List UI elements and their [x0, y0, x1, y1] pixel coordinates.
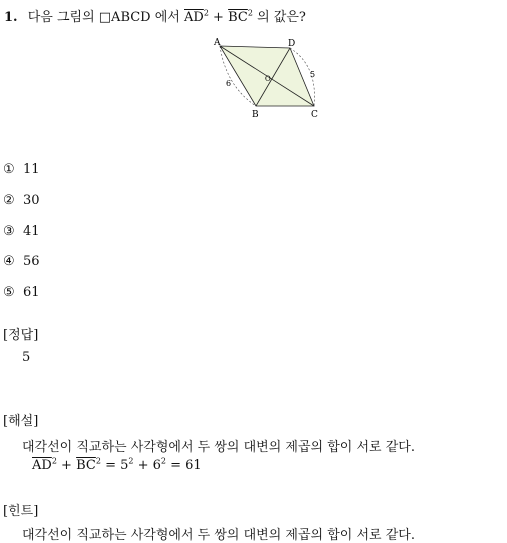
choice-3[interactable]	[3, 224, 40, 239]
label-five: 5	[310, 70, 316, 79]
question	[4, 6, 306, 25]
label-d: D	[288, 39, 296, 49]
choice-value: 61	[23, 285, 40, 300]
label-b: B	[252, 110, 259, 120]
answer-value: 5	[22, 350, 31, 365]
segment-bc: $\overline{BC}$	[228, 10, 248, 25]
equation-part: + 6	[137, 458, 161, 473]
exponent: 2	[128, 456, 134, 466]
plus-sign: +	[213, 10, 224, 25]
label-a: A	[214, 38, 221, 48]
hint-text: 대각선이 직교하는 사각형에서 두 쌍의 대변의 제곱의 합이 서로 같다.	[22, 528, 415, 543]
answer-label: [정답]	[3, 328, 39, 343]
label-c: C	[311, 110, 318, 120]
segment-ad: $\overline{AD}$	[32, 458, 52, 473]
choice-mark: ①	[3, 162, 15, 177]
question-number: 1.	[4, 10, 18, 25]
quadrilateral-figure	[210, 36, 325, 121]
exponent: 2	[95, 456, 101, 466]
choice-mark: ④	[3, 254, 15, 269]
choice-value: 41	[23, 224, 40, 239]
choice-4[interactable]	[3, 254, 40, 269]
segment-ad: $\overline{AD}$	[184, 10, 204, 25]
exponent: 2	[203, 8, 209, 18]
choice-5[interactable]	[3, 285, 40, 300]
plus-sign: +	[61, 458, 72, 473]
question-text: 다음 그림의 □ABCD 에서	[27, 10, 180, 25]
exponent: 2	[247, 8, 253, 18]
label-o: O	[265, 75, 271, 83]
choice-1[interactable]	[3, 162, 40, 177]
segment-bc: $\overline{BC}$	[76, 458, 96, 473]
choice-mark: ②	[3, 193, 15, 208]
hint-label: [힌트]	[3, 504, 39, 519]
choice-2[interactable]	[3, 193, 40, 208]
choice-mark: ⑤	[3, 285, 15, 300]
choice-value: 11	[23, 162, 40, 177]
choice-value: 56	[23, 254, 40, 269]
explanation-equation	[32, 458, 202, 473]
equation-part: = 61	[170, 458, 202, 473]
choice-mark: ③	[3, 224, 15, 239]
explanation-label: [해설]	[3, 414, 39, 429]
equation-part: = 5	[105, 458, 129, 473]
choice-value: 30	[23, 193, 40, 208]
exponent: 2	[160, 456, 166, 466]
explanation-text: 대각선이 직교하는 사각형에서 두 쌍의 대변의 제곱의 합이 서로 같다.	[22, 440, 415, 455]
exponent: 2	[51, 456, 57, 466]
label-six: 6	[226, 79, 232, 88]
question-suffix: 의 값은?	[257, 10, 306, 25]
